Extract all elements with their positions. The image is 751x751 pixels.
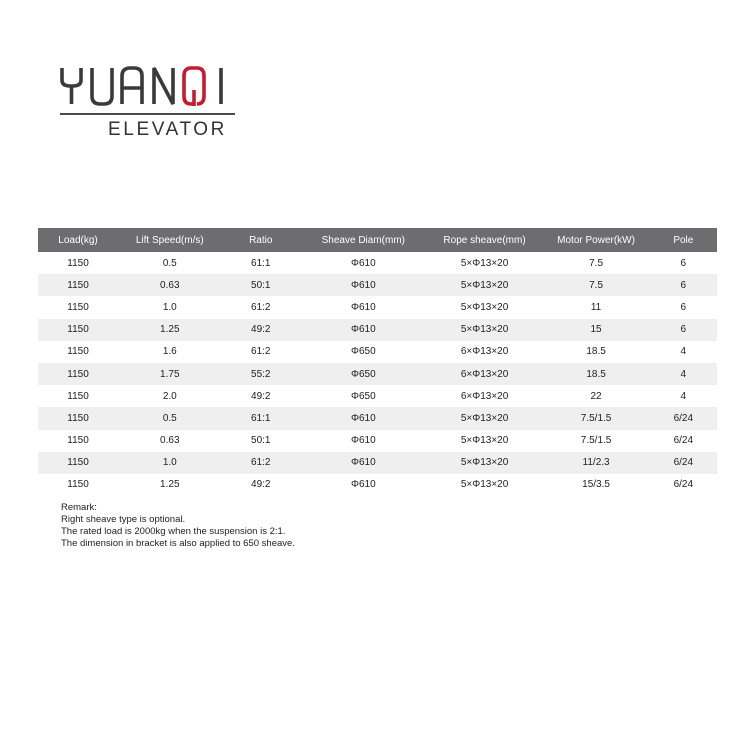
cell-load: 1150 <box>67 435 89 447</box>
cell-pole: 6 <box>650 274 717 296</box>
cell-pole: 6/24 <box>673 479 694 491</box>
table-row <box>38 452 717 474</box>
cell-motor-power: 15 <box>542 319 649 341</box>
column-header-lift-speed: Lift Speed(m/s) <box>118 228 222 252</box>
cell-pole: 4 <box>680 390 687 402</box>
table-row <box>38 296 717 318</box>
cell-ratio: 61:1 <box>251 257 271 269</box>
cell-sheave-diam: Φ650 <box>350 390 376 402</box>
cell-rope-sheave: 6×Φ13×20 <box>460 346 509 358</box>
cell-sheave-diam: Φ650 <box>300 363 427 385</box>
cell-motor-power: 7.5/1.5 <box>542 407 649 429</box>
cell-sheave-diam: Φ650 <box>350 346 376 358</box>
cell-sheave-diam: Φ610 <box>300 407 427 429</box>
cell-rope-sheave: 5×Φ13×20 <box>427 452 543 474</box>
table-row <box>38 385 717 407</box>
cell-lift-speed: 0.63 <box>160 435 180 447</box>
cell-sheave-diam: Φ610 <box>300 319 427 341</box>
remarks-title: Remark: <box>61 502 97 513</box>
cell-rope-sheave: 5×Φ13×20 <box>427 319 543 341</box>
cell-lift-speed: 2.0 <box>162 390 177 402</box>
cell-rope-sheave: 5×Φ13×20 <box>427 274 543 296</box>
cell-load: 1150 <box>38 452 118 474</box>
table-row <box>38 474 717 496</box>
remark-line: Right sheave type is optional. <box>61 514 186 525</box>
cell-motor-power: 7.5 <box>589 257 604 269</box>
remark-line: The rated load is 2000kg when the suspension is 2:1. <box>61 526 286 537</box>
cell-lift-speed: 0.5 <box>162 257 177 269</box>
cell-rope-sheave: 5×Φ13×20 <box>427 407 543 429</box>
cell-load: 1150 <box>38 407 118 429</box>
cell-rope-sheave: 6×Φ13×20 <box>427 363 543 385</box>
cell-ratio: 61:2 <box>251 346 271 358</box>
brand-logo <box>60 66 240 140</box>
cell-load: 1150 <box>67 390 89 402</box>
column-header-rope-sheave: Rope sheave(mm) <box>427 228 543 252</box>
cell-sheave-diam: Φ610 <box>350 479 376 491</box>
table-row <box>38 252 717 274</box>
remark-line: The dimension in bracket is also applied to 650 sheave. <box>61 538 295 549</box>
cell-load: 1150 <box>67 346 89 358</box>
table-body <box>38 252 717 496</box>
cell-motor-power: 18.5 <box>542 363 649 385</box>
column-header-motor-power: Motor Power(kW) <box>542 228 649 252</box>
column-header-load: Load(kg) <box>38 228 118 252</box>
cell-motor-power: 15/3.5 <box>582 479 610 491</box>
cell-pole: 6/24 <box>650 407 717 429</box>
table-row <box>38 430 717 452</box>
cell-rope-sheave: 5×Φ13×20 <box>460 301 509 313</box>
cell-ratio: 49:2 <box>222 319 300 341</box>
cell-load: 1150 <box>38 274 118 296</box>
cell-ratio: 61:2 <box>251 301 271 313</box>
cell-motor-power: 11/2.3 <box>542 452 649 474</box>
cell-rope-sheave: 5×Φ13×20 <box>460 257 509 269</box>
cell-sheave-diam: Φ610 <box>350 301 376 313</box>
cell-lift-speed: 1.6 <box>162 346 177 358</box>
cell-pole: 6 <box>680 257 687 269</box>
cell-sheave-diam: Φ610 <box>350 435 376 447</box>
cell-ratio: 61:2 <box>222 452 300 474</box>
specification-table <box>38 228 717 496</box>
table-row <box>38 407 717 429</box>
cell-ratio: 50:1 <box>222 274 300 296</box>
cell-lift-speed: 1.0 <box>118 452 222 474</box>
table-row <box>38 319 717 341</box>
cell-ratio: 50:1 <box>251 435 271 447</box>
remarks-block <box>61 502 295 550</box>
cell-pole: 4 <box>680 346 687 358</box>
cell-ratio: 49:2 <box>251 390 271 402</box>
cell-rope-sheave: 6×Φ13×20 <box>460 390 509 402</box>
cell-motor-power: 11 <box>590 301 602 313</box>
cell-motor-power: 7.5/1.5 <box>580 435 612 447</box>
cell-pole: 6 <box>650 319 717 341</box>
yuanqi-wordmark-logo <box>60 66 238 106</box>
cell-lift-speed: 1.75 <box>118 363 222 385</box>
table-row <box>38 363 717 385</box>
cell-rope-sheave: 5×Φ13×20 <box>460 435 509 447</box>
cell-pole: 6 <box>680 301 687 313</box>
cell-ratio: 61:1 <box>222 407 300 429</box>
cell-load: 1150 <box>67 257 89 269</box>
cell-pole: 4 <box>650 363 717 385</box>
cell-load: 1150 <box>38 319 118 341</box>
cell-lift-speed: 1.0 <box>162 301 177 313</box>
cell-lift-speed: 1.25 <box>118 319 222 341</box>
table-row <box>38 274 717 296</box>
column-header-pole: Pole <box>650 228 717 252</box>
cell-pole: 6/24 <box>673 435 694 447</box>
cell-load: 1150 <box>38 363 118 385</box>
cell-ratio: 49:2 <box>251 479 271 491</box>
column-header-ratio: Ratio <box>222 228 300 252</box>
table-row <box>38 341 717 363</box>
cell-sheave-diam: Φ610 <box>300 274 427 296</box>
cell-lift-speed: 1.25 <box>160 479 180 491</box>
cell-rope-sheave: 5×Φ13×20 <box>460 479 509 491</box>
cell-motor-power: 7.5 <box>542 274 649 296</box>
cell-load: 1150 <box>67 479 89 491</box>
logo-subtitle: ELEVATOR <box>108 119 228 140</box>
cell-pole: 6/24 <box>650 452 717 474</box>
cell-motor-power: 22 <box>590 390 602 402</box>
cell-lift-speed: 0.5 <box>118 407 222 429</box>
cell-lift-speed: 0.63 <box>118 274 222 296</box>
cell-motor-power: 18.5 <box>586 346 606 358</box>
cell-sheave-diam: Φ610 <box>300 452 427 474</box>
cell-load: 1150 <box>67 301 89 313</box>
cell-sheave-diam: Φ610 <box>350 257 376 269</box>
cell-ratio: 55:2 <box>222 363 300 385</box>
table-header-row <box>38 228 717 252</box>
column-header-sheave-diam: Sheave Diam(mm) <box>300 228 427 252</box>
logo-underline <box>60 113 235 115</box>
